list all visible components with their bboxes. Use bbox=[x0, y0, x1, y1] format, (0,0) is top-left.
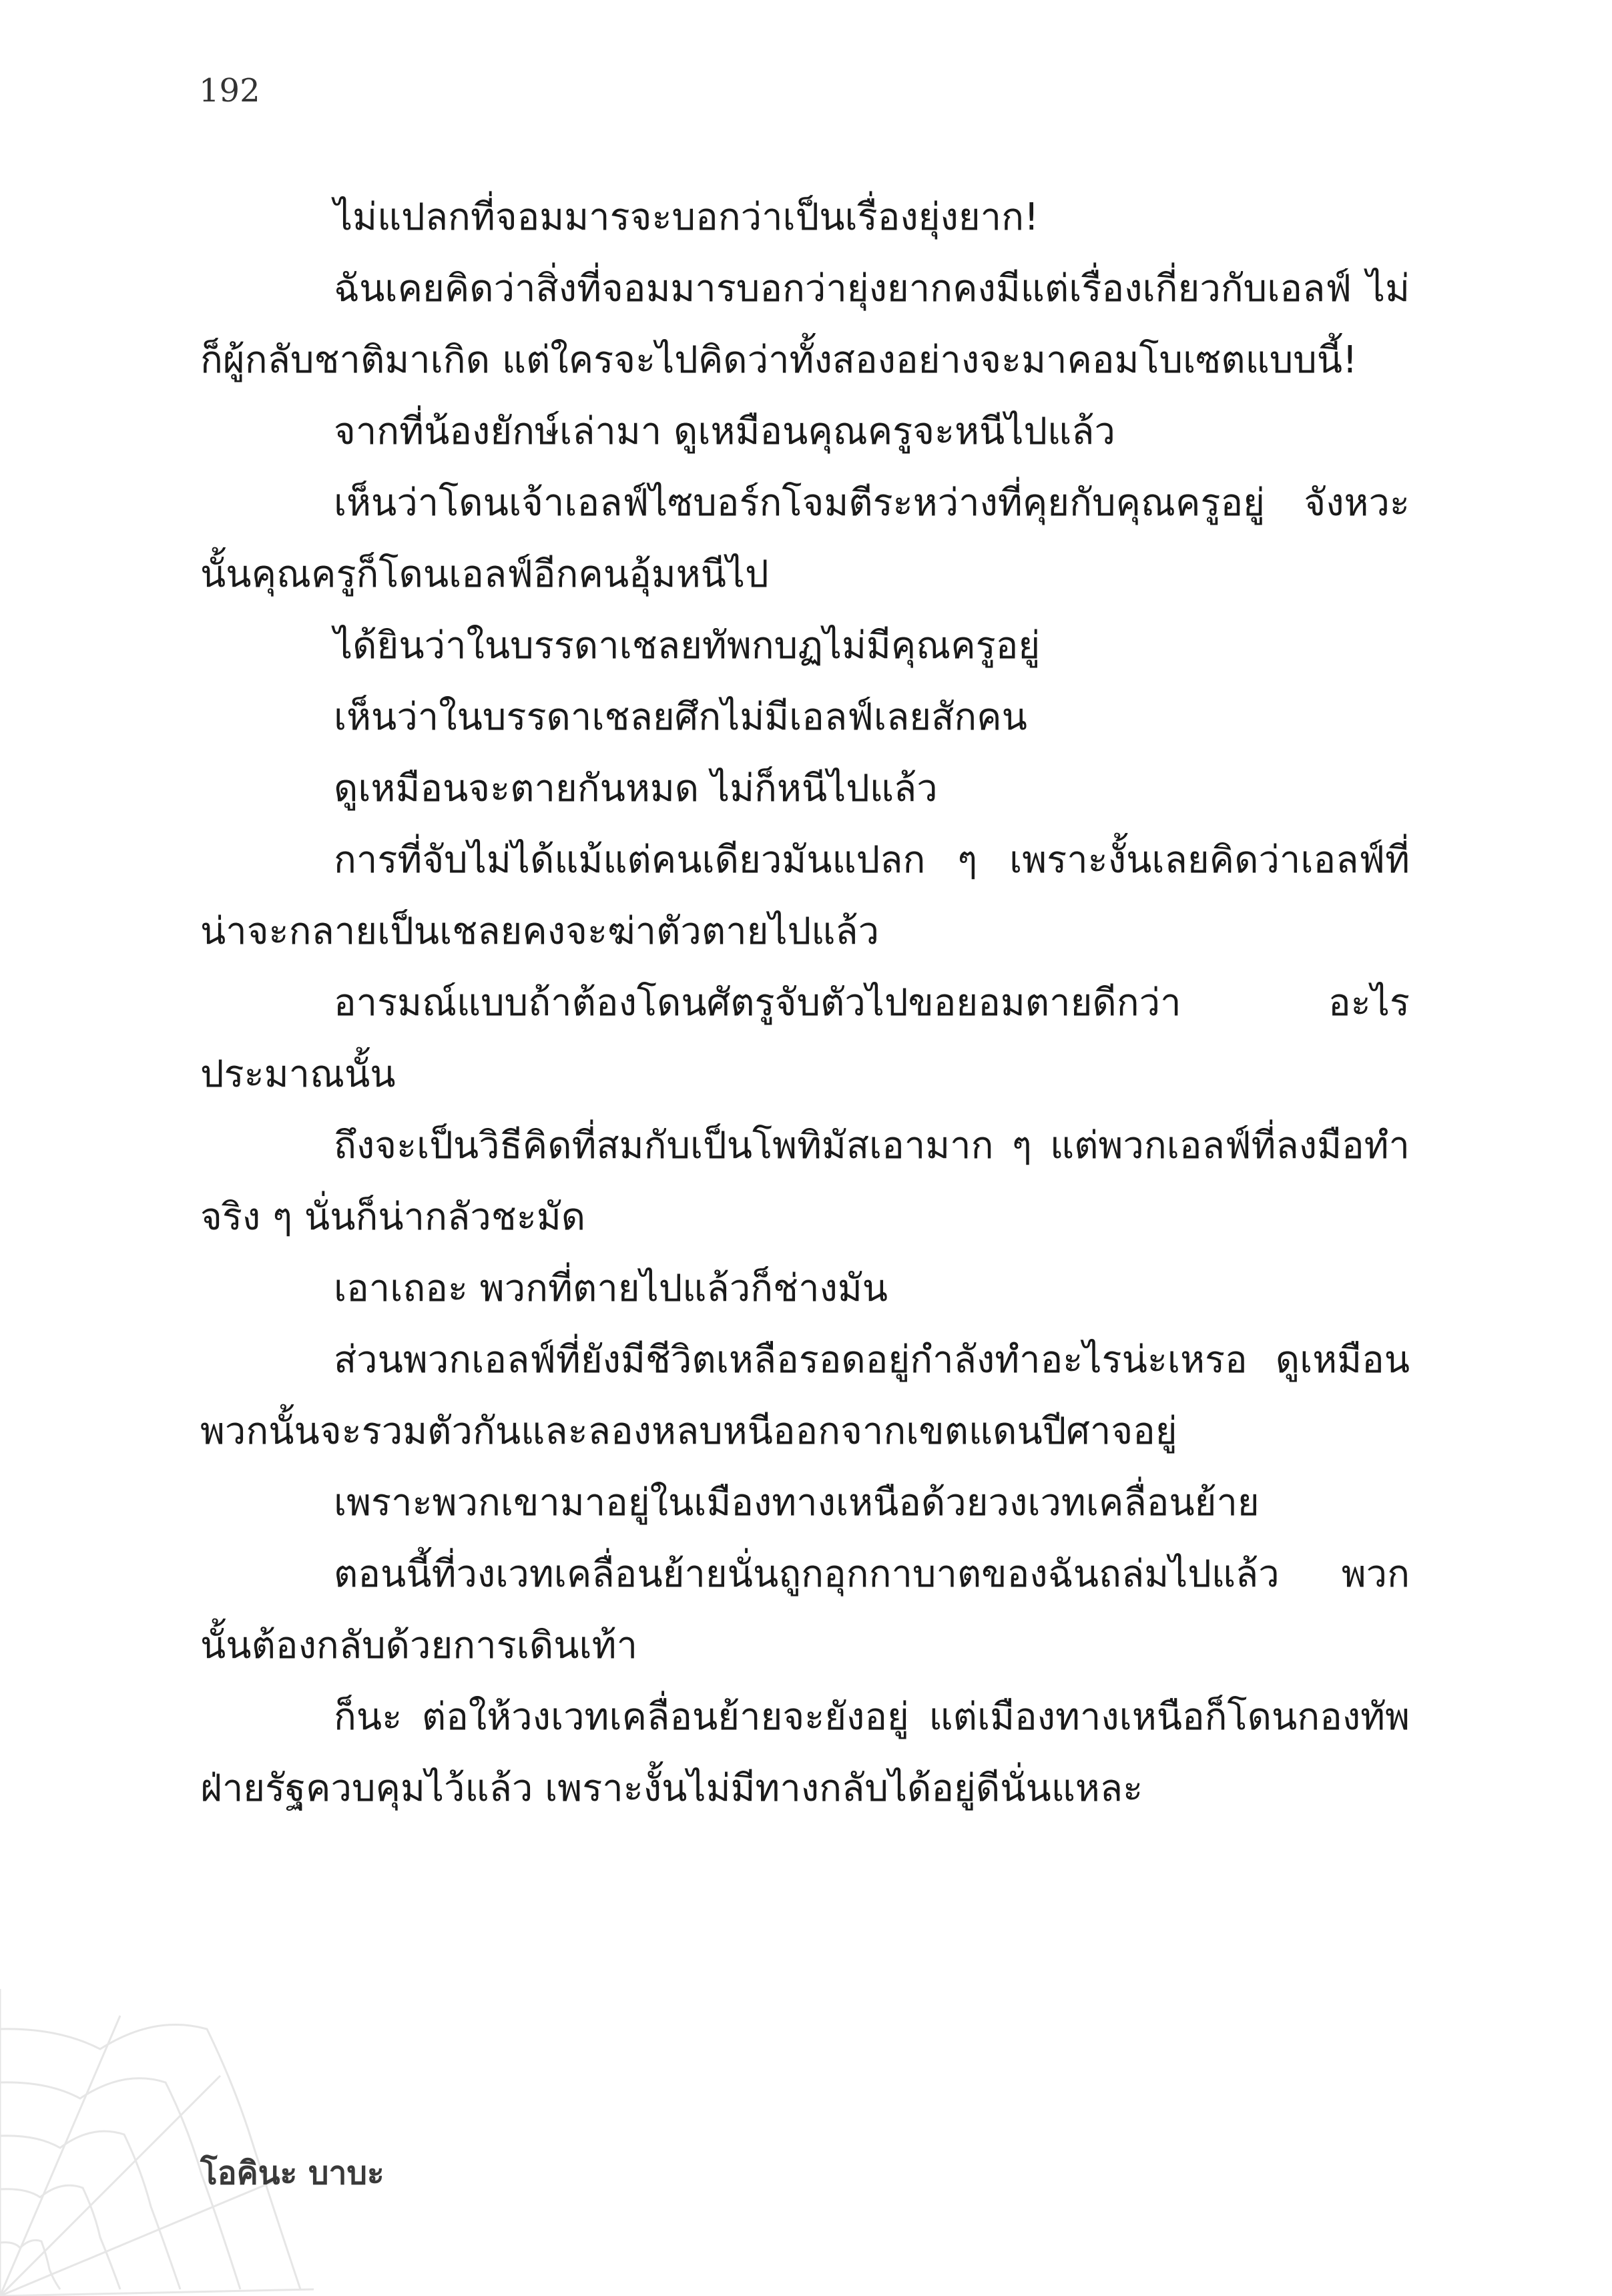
page-number: 192 bbox=[199, 72, 260, 109]
paragraph: อารมณ์แบบถ้าต้องโดนศัตรูจับตัวไปขอยอมตายดีกว่า อะไรประมาณนั้น bbox=[200, 981, 1410, 1096]
footer-author: โอคินะ บาบะ bbox=[200, 2155, 384, 2192]
paragraph: ฉันเคยคิดว่าสิ่งที่จอมมารบอกว่ายุ่งยากคงมีแต่เรื่องเกี่ยวกับเอลฟ์ ไม่ก็ผู้กลับชาติมาเกิด แต่ใครจะไปคิดว่าทั้งสองอย่างจะมาคอมโบเซตแบบนี้! bbox=[200, 267, 1410, 382]
paragraph: ไม่แปลกที่จอมมารจะบอกว่าเป็นเรื่องยุ่งยาก! bbox=[334, 196, 1039, 239]
paragraph: เห็นว่าในบรรดาเชลยศึกไม่มีเอลฟ์เลยสักคน bbox=[334, 695, 1027, 739]
paragraph: เอาเถอะ พวกที่ตายไปแล้วก็ช่างมัน bbox=[334, 1267, 888, 1310]
paragraph: เพราะพวกเขามาอยู่ในเมืองทางเหนือด้วยวงเวทเคลื่อนย้าย bbox=[334, 1481, 1260, 1524]
body-text bbox=[200, 182, 1410, 1824]
paragraph: จากที่น้องยักษ์เล่ามา ดูเหมือนคุณครูจะหนีไปแล้ว bbox=[334, 410, 1115, 453]
paragraph: ส่วนพวกเอลฟ์ที่ยังมีชีวิตเหลือรอดอยู่กำลังทำอะไรน่ะเหรอ ดูเหมือนพวกนั้นจะรวมตัวกันและลองหลบหนีออกจากเขตแดนปีศาจอยู่ bbox=[200, 1338, 1410, 1453]
paragraph: ได้ยินว่าในบรรดาเชลยทัพกบฏไม่มีคุณครูอยู่ bbox=[334, 624, 1041, 667]
paragraph: ก็นะ ต่อให้วงเวทเคลื่อนย้ายจะยังอยู่ แต่เมืองทางเหนือก็โดนกองทัพฝ่ายรัฐควบคุมไว้แล้ว เพราะงั้นไม่มีทางกลับได้อยู่ดีนั่นแหละ bbox=[200, 1695, 1410, 1810]
paragraph: การที่จับไม่ได้แม้แต่คนเดียวมันแปลก ๆ เพราะงั้นเลยคิดว่าเอลฟ์ที่น่าจะกลายเป็นเชลยคงจะฆ่าตัวตายไปแล้ว bbox=[200, 838, 1410, 953]
paragraph: ดูเหมือนจะตายกันหมด ไม่ก็หนีไปแล้ว bbox=[334, 767, 938, 810]
spider-web-icon bbox=[0, 1976, 320, 2296]
paragraph: ถึงจะเป็นวิธีคิดที่สมกับเป็นโพทิมัสเอามาก ๆ แต่พวกเอลฟ์ที่ลงมือทำจริง ๆ นั่นก็น่ากลัวชะมัด bbox=[200, 1124, 1410, 1239]
paragraph: ตอนนี้ที่วงเวทเคลื่อนย้ายนั่นถูกอุกกาบาตของฉันถล่มไปแล้ว พวกนั้นต้องกลับด้วยการเดินเท้า bbox=[200, 1552, 1410, 1667]
paragraph: เห็นว่าโดนเจ้าเอลฟ์ไซบอร์กโจมตีระหว่างที่คุยกับคุณครูอยู่ จังหวะนั้นคุณครูก็โดนเอลฟ์อีกคนอุ้มหนีไป bbox=[200, 481, 1410, 596]
